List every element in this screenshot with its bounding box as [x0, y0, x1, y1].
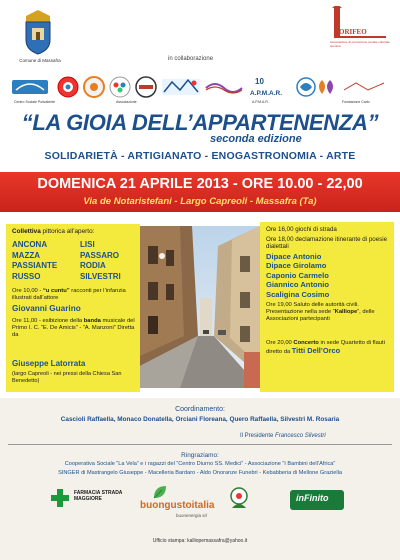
partner-logo-3 [110, 77, 130, 97]
edition-subtitle: seconda edizione [210, 133, 302, 145]
item-time: Ore 20,00 [266, 340, 294, 346]
program-item-cuntu [12, 288, 138, 302]
municipal-crest-icon [20, 8, 56, 56]
authorities-line [266, 302, 390, 323]
partner-logo-centro [12, 80, 48, 94]
press-office-contact: Ufficio stampa: kalliopemassafra@yahoo.it [152, 538, 248, 544]
artist-name: PASSIANTE [12, 261, 58, 270]
event-place: Via de Notaristefani - Largo Capreoli - Massafra (Ta) [83, 196, 317, 207]
buongusto-leaf-icon [152, 484, 168, 500]
partner-logo-6 [204, 83, 244, 93]
partner-logo-4 [136, 77, 156, 97]
artist-name: ANCONA [12, 240, 48, 249]
thanks-title: Ringraziamo: [181, 452, 219, 459]
item-title: Concerto [293, 340, 319, 346]
poet-name: Caponio Carmelo [266, 270, 329, 280]
artist-name: RODIA [80, 261, 106, 270]
poet-name: Scaligina Cosimo [266, 289, 330, 299]
coordination-names: Cascioli Raffaella, Monaco Donatella, Orciani Floreana, Quero Raffaella, Silvestri M. Rosaria [60, 416, 340, 423]
artist-name: MAZZA [12, 250, 40, 260]
games-line: Ore 16,00 giochi di strada [266, 226, 337, 233]
item-text: Ore 19,00 Saluto delle autorità civili. Presentazione nella sede “ [266, 302, 359, 315]
item-text: racconti per l’infanzia illustrati dall’attore [12, 288, 126, 301]
partner-logo-1 [58, 77, 78, 97]
poet-name: Giannico Antonio [266, 280, 329, 290]
poet-name: Dipace Girolamo [266, 261, 327, 271]
partner-logo-apmar [250, 77, 282, 97]
partner-logo-fondazione [342, 81, 386, 93]
sponsor-logos [0, 482, 400, 530]
logo-caption-fondazione: Fondazione Carlo [342, 100, 370, 104]
item-time: Ore 11,00 - esibizione della [12, 318, 84, 324]
president-line [240, 433, 326, 439]
actor-name: Giovanni Guarino [12, 304, 81, 313]
thanks-line: Cooperativa Sociale “La Vela” e i ragazzi del “Centro Diurno SS. Medici” - Associazione “I Bambini dell’Africa” [64, 461, 336, 467]
artist-name: LISI [80, 240, 95, 249]
banda-location: (largo Capreoli - nei pressi della Chiesa San Benedetto) [12, 371, 122, 384]
president-label: Il Presidente [240, 433, 276, 439]
org-name: CORIFEO [334, 28, 367, 36]
partner-logo-8 [319, 80, 333, 94]
sponsor-emblem-icon [226, 486, 252, 514]
logo-caption-centro: Centro Sociale Polivalente [14, 100, 56, 104]
crest-caption: Comune di Massafra [19, 58, 61, 63]
svg-text:A.P.M.A.R.: A.P.M.A.R. [250, 90, 283, 97]
partner-logo-7 [297, 78, 315, 96]
buongusto-subtitle: buonenergia srl [176, 513, 208, 518]
item-text: in sede Quartetto di flauti diretto da [266, 340, 385, 355]
pharmacy-cross-icon [50, 488, 70, 508]
director-name: Giuseppe Latorrata [12, 359, 86, 368]
logo-caption-associazione: Associazione [116, 100, 137, 104]
partner-logo-2 [84, 77, 104, 97]
svg-text:10: 10 [255, 77, 264, 86]
buongusto-name: buongustoitalia [140, 500, 215, 511]
divider [8, 444, 392, 445]
artist-name: PASSARO [80, 250, 119, 260]
artist-name: SILVESTRI [80, 271, 121, 281]
item-text: musicale del Primo I. C. “E. De Amicis” - “A. Manzoni” Diretta da [12, 318, 135, 338]
event-date: DOMENICA 21 APRILE 2013 - ORE 10.00 - 22,00 [37, 176, 363, 192]
item-time: Ore 10,00 - [12, 288, 43, 294]
artist-name: RUSSO [12, 271, 41, 281]
collettiva-line [12, 228, 138, 235]
program-item-banda [12, 318, 138, 339]
item-text: ”, delle Associazioni partecipanti [266, 309, 375, 322]
artists-col1 [12, 240, 57, 282]
collettiva-rest: pittorica all’aperto: [40, 228, 95, 235]
venue-name: Kalliope [334, 309, 358, 315]
collettiva-label: Collettiva [12, 228, 41, 235]
collaboration-label: in collaborazione [168, 56, 214, 62]
item-title: “u cuntu” [42, 288, 70, 294]
concert-line [266, 340, 390, 356]
poets-list [266, 252, 329, 299]
partner-logo-5 [162, 79, 200, 95]
main-title: “LA GIOIA DELL’APPARTENENZA” [21, 110, 379, 135]
president-name: Francesco Silvestri [275, 433, 326, 439]
org-subtitle: Associazione di promozione sociale culturale sportiva [330, 40, 390, 48]
infinito-name: inFinito [296, 493, 329, 503]
conductor-name: Titti Dell’Orco [291, 346, 341, 355]
partner-logos [10, 74, 390, 100]
themes-line: SOLIDARIETÀ - ARTIGIANATO - ENOGASTRONOMIA - ARTE [44, 150, 356, 162]
street-photo [140, 226, 260, 388]
logo-caption-apmar: A.P.M.A.R. [252, 100, 269, 104]
poetry-line: Ore 18,00 declamazione itinerante di poesie dialettali [266, 236, 388, 251]
artists-col2 [80, 240, 121, 282]
pharmacy-name: FARMACIA STRADA MAGGIORE [74, 490, 123, 502]
thanks-line: SINGER di Mastrangelo Giuseppe - Macelleria Bardaro - Aldo Onoranze Funebri - Kebabberia di Mellone Graziella [58, 470, 342, 476]
poet-name: Dipace Antonio [266, 252, 322, 261]
coordination-title: Coordinamento: [175, 406, 225, 413]
item-title: banda [83, 318, 101, 324]
